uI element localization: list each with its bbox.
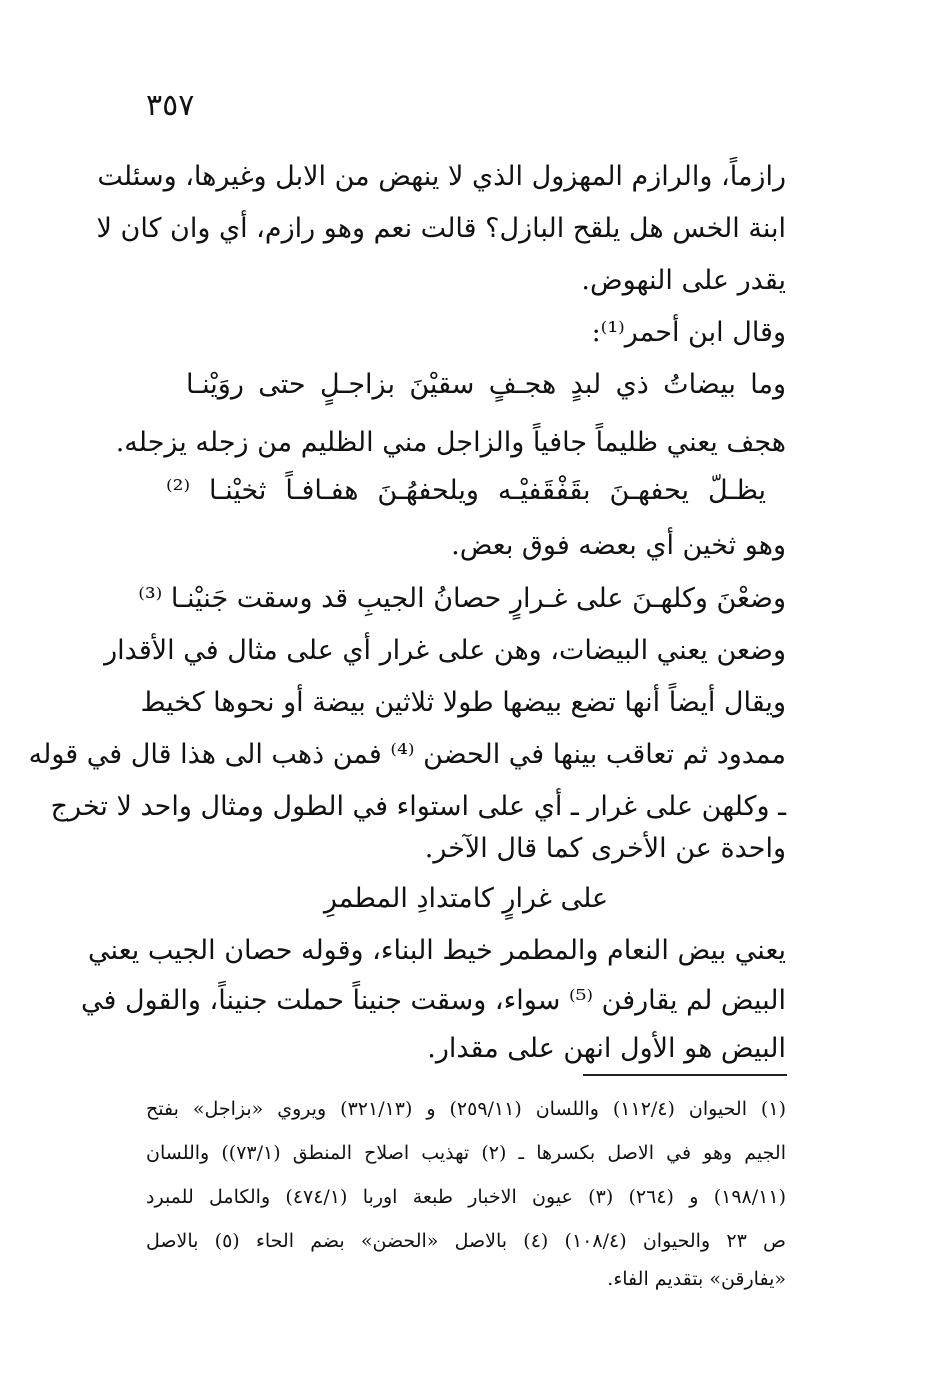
body-line: هجف يعني ظليماً جافياً والزاجل مني الظليم من زجله يزجله.	[115, 427, 786, 458]
body-line: ويقال أيضاً أنها تضع بيضها طولا ثلاثين بيضة أو نحوها كخيط	[140, 687, 786, 718]
body-line: ممدود ثم تعاقب بينها في الحضن ⁽⁴⁾ فمن ذهب الى هذا قال في قوله	[28, 739, 786, 770]
body-line: ابنة الخس هل يلقح البازل؟ قالت نعم وهو رازم، أي وان كان لا	[96, 213, 786, 244]
poet-intro: وقال ابن أحمر⁽¹⁾:	[591, 317, 786, 348]
body-line: يقدر على النهوض.	[581, 265, 786, 296]
quoted-verse: على غرارٍ كامتدادِ المطمرِ	[323, 883, 609, 914]
footnote-line: (١) الحيوان (١١٢/٤) واللسان (٢٥٩/١١) و (٣٢١/١٣) ويروي «بزاجل» بفتح	[146, 1098, 786, 1120]
footnote-line: الجيم وهو في الاصل بكسرها ـ (٢) تهذيب اصلاح المنطق (٧٣/١)) واللسان	[146, 1142, 786, 1164]
body-line: البيض هو الأول انهن على مقدار.	[427, 1033, 786, 1064]
verse-line: يظـلّ يحفهـنَ بقَفْقَفيْـه ويلحفهُـنَ هفـافـاً ثخيْنـا ⁽²⁾	[166, 475, 766, 506]
footnote-line: ص ٢٣ والحيوان (١٠٨/٤) (٤) بالاصل «الحضن» بضم الحاء (٥) بالاصل	[146, 1230, 786, 1252]
body-line: ـ وكلهن على غرار ـ أي على استواء في الطول ومثال واحد لا تخرج	[50, 791, 786, 822]
page-number: ٣٥٧	[146, 88, 195, 123]
body-line: يعني بيض النعام والمطمر خيط البناء، وقوله حصان الجيب يعني	[88, 935, 786, 966]
body-line: واحدة عن الأخرى كما قال الآخر.	[424, 833, 786, 864]
footnote-line: (١٩٨/١١) و (٢٦٤) (٣) عيون الاخبار طبعة اوربا (٤٧٤/١) والكامل للمبرد	[146, 1186, 786, 1208]
body-line: رازماً، والرازم المهزول الذي لا ينهض من الابل وغيرها، وسئلت	[97, 161, 786, 192]
verse-line: وما بيضاتُ ذي لبدٍ هجـفٍ سقيْنَ بزاجـلٍ حتى روَيْنـا	[186, 369, 786, 400]
footnote-line: «يفارقن» بتقديم الفاء.	[607, 1268, 786, 1290]
body-line: البيض لم يقارفن ⁽⁵⁾ سواء، وسقت جنيناً حملت جنيناً، والقول في	[80, 985, 786, 1016]
body-line: وهو ثخين أي بعضه فوق بعض.	[451, 530, 786, 561]
body-line: وضعن يعني البيضات، وهن على غرار أي على مثال في الأقدار	[104, 635, 786, 666]
footnote-separator	[583, 1074, 787, 1076]
verse-line: وضعْنَ وكلهـنَ على غـرارٍ حصانُ الجيبِ قد وسقت جَنيْنـا ⁽³⁾	[138, 583, 786, 614]
